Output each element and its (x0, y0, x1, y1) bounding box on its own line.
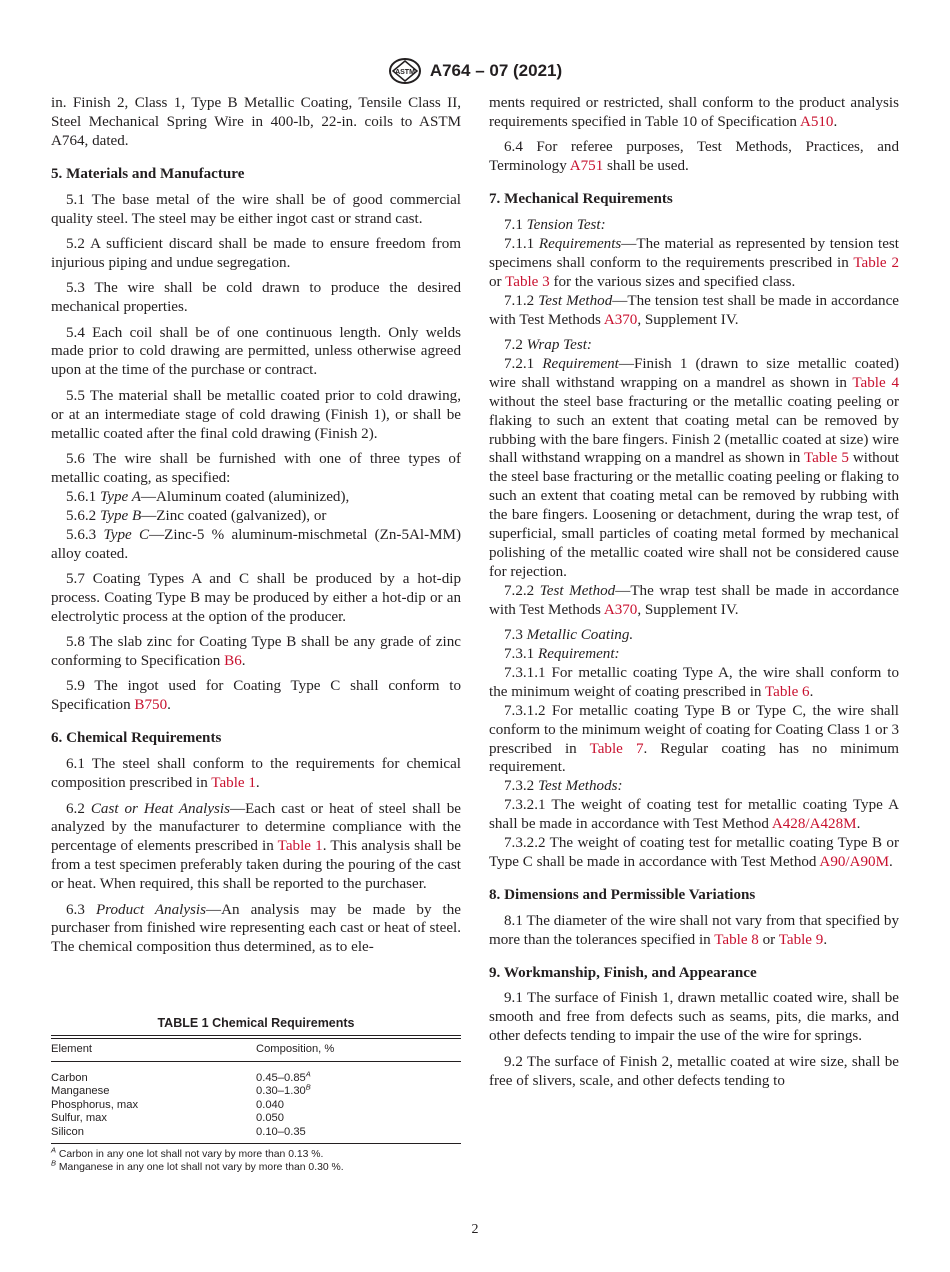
link-table-7[interactable]: Table 7 (589, 740, 644, 757)
table-1-title: TABLE 1 Chemical Requirements (157, 1016, 355, 1030)
para-7-3-1-2: 7.3.1.2 For metallic coating Type B or Type C, the wire shall conform to the minimum weight of coating for Coating Class 1 or 3 prescribed in Table 7. Regular coating has no minimum requirement. (489, 702, 900, 776)
intro-paragraph: in. Finish 2, Class 1, Type B Metallic Coating, Tensile Class II, Steel Mechanical Spring Wire in 400-lb, 22-in. coils to ASTM A764, dated. (51, 95, 461, 149)
para-6-3: 6.3 Product Analysis—An analysis may be made by the purchaser from finished wire representing each cast or heat of steel. The chemical composition thus determined, as to ele- (51, 901, 461, 956)
chemical-requirements-table (51, 1039, 461, 1140)
para-5-1: 5.1 The base metal of the wire shall be of good commercial quality steel. The steel may be either ingot cast or strand cast. (51, 191, 461, 227)
link-a751[interactable]: A751 (569, 158, 604, 175)
right-column (489, 94, 899, 1091)
page-header (0, 56, 950, 86)
footnote-b: $^B$ Manganese in any one lot shall not vary by more than 0.30 %. (51, 1158, 344, 1173)
para-7-3-2-2: 7.3.2.2 The weight of coating test for metallic coating Type B or Type C shall be made in accordance with Test Method A90/A90M. (489, 835, 899, 870)
link-table-1[interactable]: Table 1 (211, 775, 256, 792)
header-composition: Composition, % (256, 1043, 335, 1055)
para-5-6: 5.6 The wire shall be furnished with one of three types of metallic coating, as specified: (51, 451, 461, 486)
table-1-footnotes (51, 1145, 461, 1174)
link-table-6[interactable]: Table 6 (764, 683, 810, 700)
link-a90[interactable]: A90/A90M (819, 853, 890, 870)
svg-text:ASTM: ASTM (394, 69, 415, 76)
para-5-2: 5.2 A sufficient discard shall be made to ensure freedom from injurious piping and undue segregation. (51, 235, 461, 271)
para-5-6-1: 5.6.1 Type A—Aluminum coated (aluminized), (66, 488, 350, 505)
link-table-8[interactable]: Table 8 (714, 931, 759, 948)
link-table-5[interactable]: Table 5 (804, 450, 849, 467)
para-5-6-3: 5.6.3 Type C—Zinc-5 % aluminum-mischmetal (Zn-5Al-MM) alloy coated. (51, 526, 461, 562)
table-1 (51, 1016, 461, 1174)
table-row: Manganese $0.30-1.30^B$ (51, 1082, 311, 1098)
para-6-3-continued: ments required or restricted, shall conform to the product analysis requirements specified in Table 10 of Specification A510. (489, 95, 899, 130)
para-5-5: 5.5 The material shall be metallic coated prior to cold drawing, or at an intermediate stage of cold drawing (Finish 1), or shall be metallic coated after the final cold drawing (Finish 2). (51, 387, 461, 442)
link-a370[interactable]: A370 (603, 601, 638, 618)
para-5-4: 5.4 Each coil shall be of one continuous length. Only welds made prior to cold drawing are permitted, unless otherwise agreed upon at the time of the purchase or contract. (51, 324, 461, 379)
astm-logo-icon (388, 57, 422, 85)
link-table-1[interactable]: Table 1 (277, 838, 323, 855)
para-5-7: 5.7 Coating Types A and C shall be produced by a hot-dip process. Coating Type B may be produced by either a hot-dip or an electrolytic process at the option of the producer. (51, 570, 461, 625)
footnote-a: $^A$ Carbon in any one lot shall not vary by more than 0.13 %. (51, 1145, 324, 1160)
para-7-3-2-1: 7.3.2.1 The weight of coating test for metallic coating Type A shall be made in accordance with Test Method A428/A428M. (489, 797, 899, 833)
link-table-9[interactable]: Table 9 (778, 931, 824, 948)
document-id: A764 – 07 (2021) (429, 61, 563, 80)
table-header-row (51, 1039, 461, 1061)
table-row: Silicon 0.10–0.35 (51, 1125, 306, 1138)
link-a370[interactable]: A370 (603, 311, 638, 328)
para-7-1-1: 7.1.1 Requirements—The material as represented by tension test specimens shall conform to the requirements prescribed in Table 2 or Table 3 for the various sizes and specified class. (489, 235, 899, 290)
para-6-4: 6.4 For referee purposes, Test Methods, Practices, and Terminology A751 shall be used. (489, 139, 899, 175)
section-6-title: 6. Chemical Requirements (51, 730, 222, 747)
link-a428[interactable]: A428/A428M (771, 816, 857, 833)
section-5-title: 5. Materials and Manufacture (51, 165, 245, 182)
para-5-3: 5.3 The wire shall be cold drawn to produce the desired mechanical properties. (51, 280, 461, 316)
link-b6[interactable]: B6 (224, 653, 242, 670)
para-5-8: 5.8 The slab zinc for Coating Type B shall be any grade of zinc conforming to Specification B6. (51, 634, 461, 670)
header-element: Element (51, 1043, 93, 1055)
para-7-3-2: 7.3.2 Test Methods: (504, 778, 623, 795)
section-7-title: 7. Mechanical Requirements (489, 191, 673, 208)
para-7-1-2: 7.1.2 Test Method—The tension test shall be made in accordance with Test Methods A370, Supplement IV. (489, 292, 900, 328)
para-8-1: 8.1 The diameter of the wire shall not vary from that specified by more than the tolerances specified in Table 8 or Table 9. (489, 912, 899, 948)
para-5-9: 5.9 The ingot used for Coating Type C shall conform to Specification B750. (51, 678, 461, 714)
para-7-1: 7.1 Tension Test: (504, 217, 606, 234)
para-9-2: 9.2 The surface of Finish 2, metallic coated at wire size, shall be free of slivers, scale, and other defects tending to (489, 1053, 899, 1089)
section-9-title: 9. Workmanship, Finish, and Appearance (489, 964, 757, 981)
para-6-1: 6.1 The steel shall conform to the requirements for chemical composition prescribed in Table 1. (51, 756, 461, 792)
para-7-3-1-1: 7.3.1.1 For metallic coating Type A, the wire shall conform to the minimum weight of coating prescribed in Table 6. (489, 664, 899, 700)
section-8-title: 8. Dimensions and Permissible Variations (489, 886, 756, 903)
left-column (51, 94, 461, 957)
para-7-3-1: 7.3.1 Requirement: (504, 645, 620, 662)
link-b750[interactable]: B750 (134, 697, 168, 714)
para-6-2: 6.2 Cast or Heat Analysis—Each cast or heat of steel shall be analyzed by the manufacturer to determine compliance with the percentage of elements prescribed in Table 1. This analysis shall be from a test specimen preferably taken during the pouring of the cast or heat. When required, this shall be reported to the purchaser. (51, 800, 462, 893)
para-5-6-2: 5.6.2 Type B—Zinc coated (galvanized), or (66, 507, 327, 524)
page-number: 2 (471, 1222, 479, 1237)
para-9-1: 9.1 The surface of Finish 1, drawn metallic coated wire, shall be smooth and free from defects such as seams, pits, die marks, and other defects tending to impair the use of the wire for springs. (489, 990, 899, 1045)
table-row: Sulfur, max 0.050 (51, 1112, 284, 1125)
link-table-2[interactable]: Table 2 (853, 254, 899, 271)
para-7-2: 7.2 Wrap Test: (504, 336, 592, 353)
para-7-2-2: 7.2.2 Test Method—The wrap test shall be made in accordance with Test Methods A370, Supplement IV. (489, 582, 899, 618)
para-7-3: 7.3 Metallic Coating. (504, 627, 634, 644)
table-row: Carbon $0.45-0.85^A$ (51, 1068, 311, 1084)
link-a510[interactable]: A510 (799, 113, 834, 130)
table-row: Phosphorus, max 0.040 (51, 1098, 284, 1111)
para-7-2-1: 7.2.1 Requirement—Finish 1 (drawn to size metallic coated) wire shall withstand wrapping on a mandrel as shown in Table 4 without the steel base fracturing or the metallic coating peeling or flaking to such an extent that coating metal can be removed by rubbing with the bare fingers. Finish 2 (metallic coated at size) wire shall withstand wrapping on a mandrel as shown in Table 5 without the steel base fracturing or the metallic coating peeling or flaking to such an extent that coating metal can be removed by rubbing with the bare fingers. Loosening or detachment, during the wrap test, of superficial, small particles of coating metal formed by mechanical polishing of the metallic coated wire shall not be considered cause for rejection. (489, 355, 900, 580)
link-table-3[interactable]: Table 3 (505, 273, 550, 290)
link-table-4[interactable]: Table 4 (852, 374, 900, 391)
